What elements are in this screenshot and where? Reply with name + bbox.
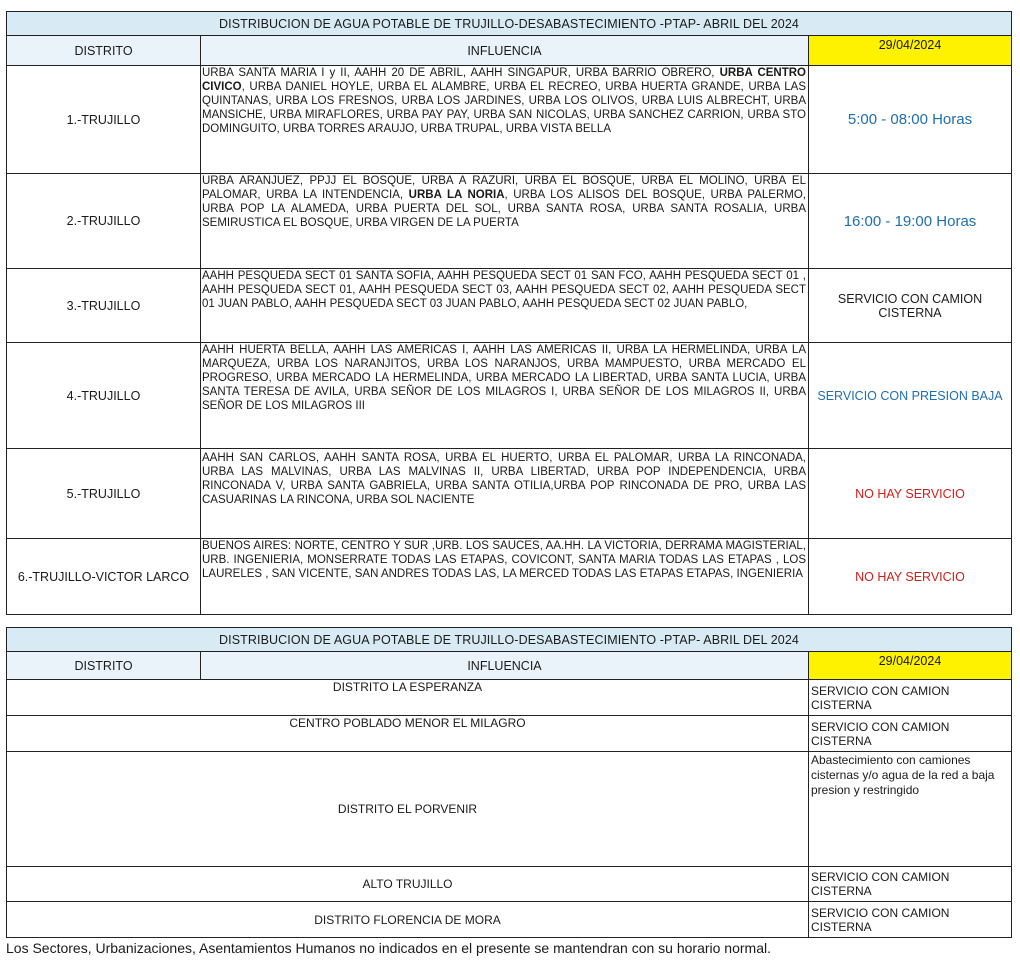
influence-cell: AAHH PESQUEDA SECT 01 SANTA SOFIA, AAHH PESQUEDA SECT 01 SAN FCO, AAHH PESQUEDA SECT 01 , AAHH PESQUEDA SECT 01, AAHH PESQUEDA SECT 03, AAHH PESQUEDA SECT 02, AAHH PESQUEDA SECT 01 JUAN PABLO, AAHH PESQUEDA SECT 03 JUAN PABLO, AAHH PESQUEDA SECT 02 JUAN PABLO, <box>201 269 809 343</box>
influence-cell: BUENOS AIRES: NORTE, CENTRO Y SUR ,URB. LOS SAUCES, AA.HH. LA VICTORIA, DERRAMA MAGISTERIAL, URB. INGENIERIA, MONSERRATE TODAS LAS ETAPAS, COVICONT, SANTA MARIA TODAS LAS ETAPAS , LOS LAURELES , SAN VICENTE, SAN ANDRES TODAS LAS, LA MERCED TODAS LAS ETAPAS ETAPAS, INGENIERIA <box>201 539 809 615</box>
schedule-table-trujillo <box>6 11 1012 615</box>
table-row <box>7 269 1012 343</box>
status-badge: SERVICIO CON CAMION CISTERNA <box>809 269 1012 343</box>
district-cell: 5.-TRUJILLO <box>7 449 201 539</box>
status-badge: SERVICIO CON CAMION CISTERNA <box>809 867 1012 902</box>
location-cell: DISTRITO FLORENCIA DE MORA <box>7 902 809 938</box>
status-badge: NO HAY SERVICIO <box>809 539 1012 615</box>
status-badge: SERVICIO CON PRESION BAJA <box>809 343 1012 449</box>
table-row <box>7 539 1012 615</box>
location-cell: CENTRO POBLADO MENOR EL MILAGRO <box>7 716 809 752</box>
table-row <box>7 716 1012 752</box>
table-row <box>7 449 1012 539</box>
column-header-influence: INFLUENCIA <box>201 36 809 66</box>
district-cell: 2.-TRUJILLO <box>7 174 201 269</box>
table-row <box>7 680 1012 716</box>
status-badge: SERVICIO CON CAMION CISTERNA <box>809 680 1012 716</box>
schedule-time: 5:00 - 08:00 Horas <box>809 66 1012 174</box>
district-cell: 6.-TRUJILLO-VICTOR LARCO <box>7 539 201 615</box>
schedule-time: 16:00 - 19:00 Horas <box>809 174 1012 269</box>
location-cell: ALTO TRUJILLO <box>7 867 809 902</box>
table-title: DISTRIBUCION DE AGUA POTABLE DE TRUJILLO-DESABASTECIMIENTO -PTAP- ABRIL DEL 2024 <box>7 12 1012 36</box>
column-header-influence: INFLUENCIA <box>201 652 809 680</box>
status-badge: SERVICIO CON CAMION CISTERNA <box>809 716 1012 752</box>
district-cell: 1.-TRUJILLO <box>7 66 201 174</box>
column-header-date: 29/04/2024 <box>809 36 1012 66</box>
influence-cell: AAHH HUERTA BELLA, AAHH LAS AMERICAS I, AAHH LAS AMERICAS II, URBA LA HERMELINDA, URBA LA MARQUEZA, URBA LOS NARANJITOS, URBA LOS NARANJOS, URBA MAMPUESTO, URBA MERCADO EL PROGRESO, URBA MERCADO LA HERMELINDA, URBA MERCADO LA LIBERTAD, URBA SANTA LUCIA, URBA SANTA TERESA DE AVILA, URBA SEÑOR DE LOS MILAGROS I, URBA SEÑOR DE LOS MILAGROS II, URBA SEÑOR DE LOS MILAGROS III <box>201 343 809 449</box>
table-row <box>7 174 1012 269</box>
district-cell: 3.-TRUJILLO <box>7 269 201 343</box>
column-header-district: DISTRITO <box>7 36 201 66</box>
footnote: Los Sectores, Urbanizaciones, Asentamientos Humanos no indicados en el presente se mantendran con su horario normal. <box>6 940 771 956</box>
influence-cell: AAHH SAN CARLOS, AAHH SANTA ROSA, URBA EL HUERTO, URBA EL PALOMAR, URBA LA RINCONADA, URBA LAS MALVINAS, URBA LAS MALVINAS II, URBA LIBERTAD, URBA POP INDEPENDENCIA, URBA RINCONADA V, URBA SANTA GABRIELA, URBA SANTA OTILIA,URBA POP RINCONADA DE PRO, URBA LAS CASUARINAS LA RINCONA, URBA SOL NACIENTE <box>201 449 809 539</box>
column-header-district: DISTRITO <box>7 652 201 680</box>
table-row <box>7 343 1012 449</box>
schedule-table-other-districts <box>6 627 1012 938</box>
table-row <box>7 752 1012 867</box>
table-title: DISTRIBUCION DE AGUA POTABLE DE TRUJILLO-DESABASTECIMIENTO -PTAP- ABRIL DEL 2024 <box>7 628 1012 652</box>
status-badge: NO HAY SERVICIO <box>809 449 1012 539</box>
column-header-date: 29/04/2024 <box>809 652 1012 680</box>
influence-cell: URBA ARANJUEZ, PPJJ EL BOSQUE, URBA A RAZURI, URBA EL BOSQUE, URBA EL MOLINO, URBA EL PALOMAR, URBA LA INTENDENCIA, URBA LA NORIA, URBA LOS ALISOS DEL BOSQUE, URBA PALERMO, URBA POP LA ALAMEDA, URBA PUERTA DEL SOL, URBA SANTA ROSA, URBA SANTA ROSALIA, URBA SEMIRUSTICA EL BOSQUE, URBA VIRGEN DE LA PUERTA <box>201 174 809 269</box>
location-cell: DISTRITO LA ESPERANZA <box>7 680 809 716</box>
status-badge: Abastecimiento con camiones cisternas y/o agua de la red a baja presion y restringido <box>809 752 1012 867</box>
location-cell: DISTRITO EL PORVENIR <box>7 752 809 867</box>
table-row <box>7 867 1012 902</box>
influence-cell: URBA SANTA MARIA I y II, AAHH 20 DE ABRIL, AAHH SINGAPUR, URBA BARRIO OBRERO, URBA CENTRO CIVICO, URBA DANIEL HOYLE, URBA EL ALAMBRE, URBA EL RECREO, URBA HUERTA GRANDE, URBA LAS QUINTANAS, URBA LOS FRESNOS, URBA LOS JARDINES, URBA LOS OLIVOS, URBA LUIS ALBRECHT, URBA MANSICHE, URBA MIRAFLORES, URBA PAY PAY, URBA SAN NICOLAS, URBA SANCHEZ CARRION, URBA STO DOMINGUITO, URBA TORRES ARAUJO, URBA TRUPAL, URBA VISTA BELLA <box>201 66 809 174</box>
table-row <box>7 902 1012 938</box>
district-cell: 4.-TRUJILLO <box>7 343 201 449</box>
status-badge: SERVICIO CON CAMION CISTERNA <box>809 902 1012 938</box>
table-row <box>7 66 1012 174</box>
